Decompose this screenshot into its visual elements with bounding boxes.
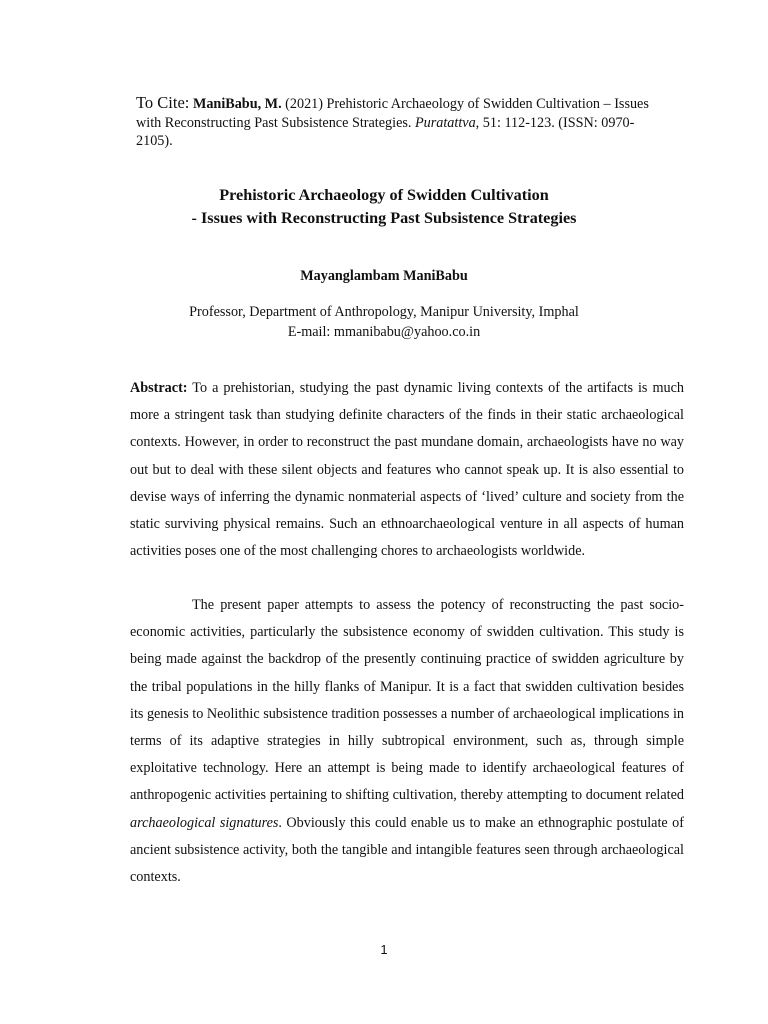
abstract-paragraph xyxy=(130,375,684,565)
abstract-text: To a prehistorian, studying the past dynamic living contexts of the artifacts is much more a stringent task than studying definite characters of the finds in their static archaeological contexts. However, in order to reconstruct the past mundane domain, archaeologists have no way out but to deal with these silent objects and features who cannot speak up. It is also essential to devise ways of inferring the dynamic nonmaterial aspects of ‘lived’ culture and society from the static surviving physical remains. Such an ethnoarchaeological venture in all aspects of human activities poses one of the most challenging chores to archaeologists worldwide. xyxy=(130,380,684,560)
body-text-start: The present paper attempts to assess the potency of reconstructing the past socio-economic activities, particularly the subsistence economy of swidden cultivation. This study is being made against the backdrop of the presently continuing practice of swidden agriculture by the tribal populations in the hilly flanks of Manipur. It is a fact that swidden cultivation besides its genesis to Neolithic subsistence tradition possesses a number of archaeological implications in terms of its adaptive strategies in hilly subtropical environment, such as, through simple exploitative technology. Here an attempt is being made to identify archaeological features of anthropogenic activities pertaining to shifting cultivation, thereby attempting to document related xyxy=(130,597,684,804)
citation-journal: Puratattva xyxy=(414,114,476,131)
citation xyxy=(136,94,664,151)
affiliation-line: Professor, Department of Anthropology, Manipur University, Imphal xyxy=(189,304,579,320)
author-name: Mayanglambam ManiBabu xyxy=(300,268,468,284)
body-text-end: . Obviously this could enable us to make an ethnographic postulate of ancient subsistence activity, both the tangible and intangible features seen through archaeological contexts. xyxy=(130,814,684,886)
body-paragraph xyxy=(130,592,684,891)
citation-author: ManiBabu, M. xyxy=(192,96,282,112)
citation-text: (2021) Prehistoric Archaeology of Swidden Cultivation – Issues with Reconstructing Past Subsistence Strategies. xyxy=(136,96,649,131)
body-italic-term: archaeological signatures xyxy=(130,814,279,831)
title-line-2: - Issues with Reconstructing Past Subsistence Strategies xyxy=(191,209,577,227)
citation-details: , 51: 112-123. (ISSN: 0970-2105). xyxy=(136,114,635,149)
paper-title xyxy=(60,184,708,230)
affiliation xyxy=(60,302,708,342)
title-line-1: Prehistoric Archaeology of Swidden Cultivation xyxy=(219,186,549,204)
author-email: E-mail: mmanibabu@yahoo.co.in xyxy=(287,324,481,340)
citation-lead: To Cite: xyxy=(136,93,190,112)
page-number: 1 xyxy=(380,942,388,957)
abstract-label: Abstract: xyxy=(130,380,188,396)
